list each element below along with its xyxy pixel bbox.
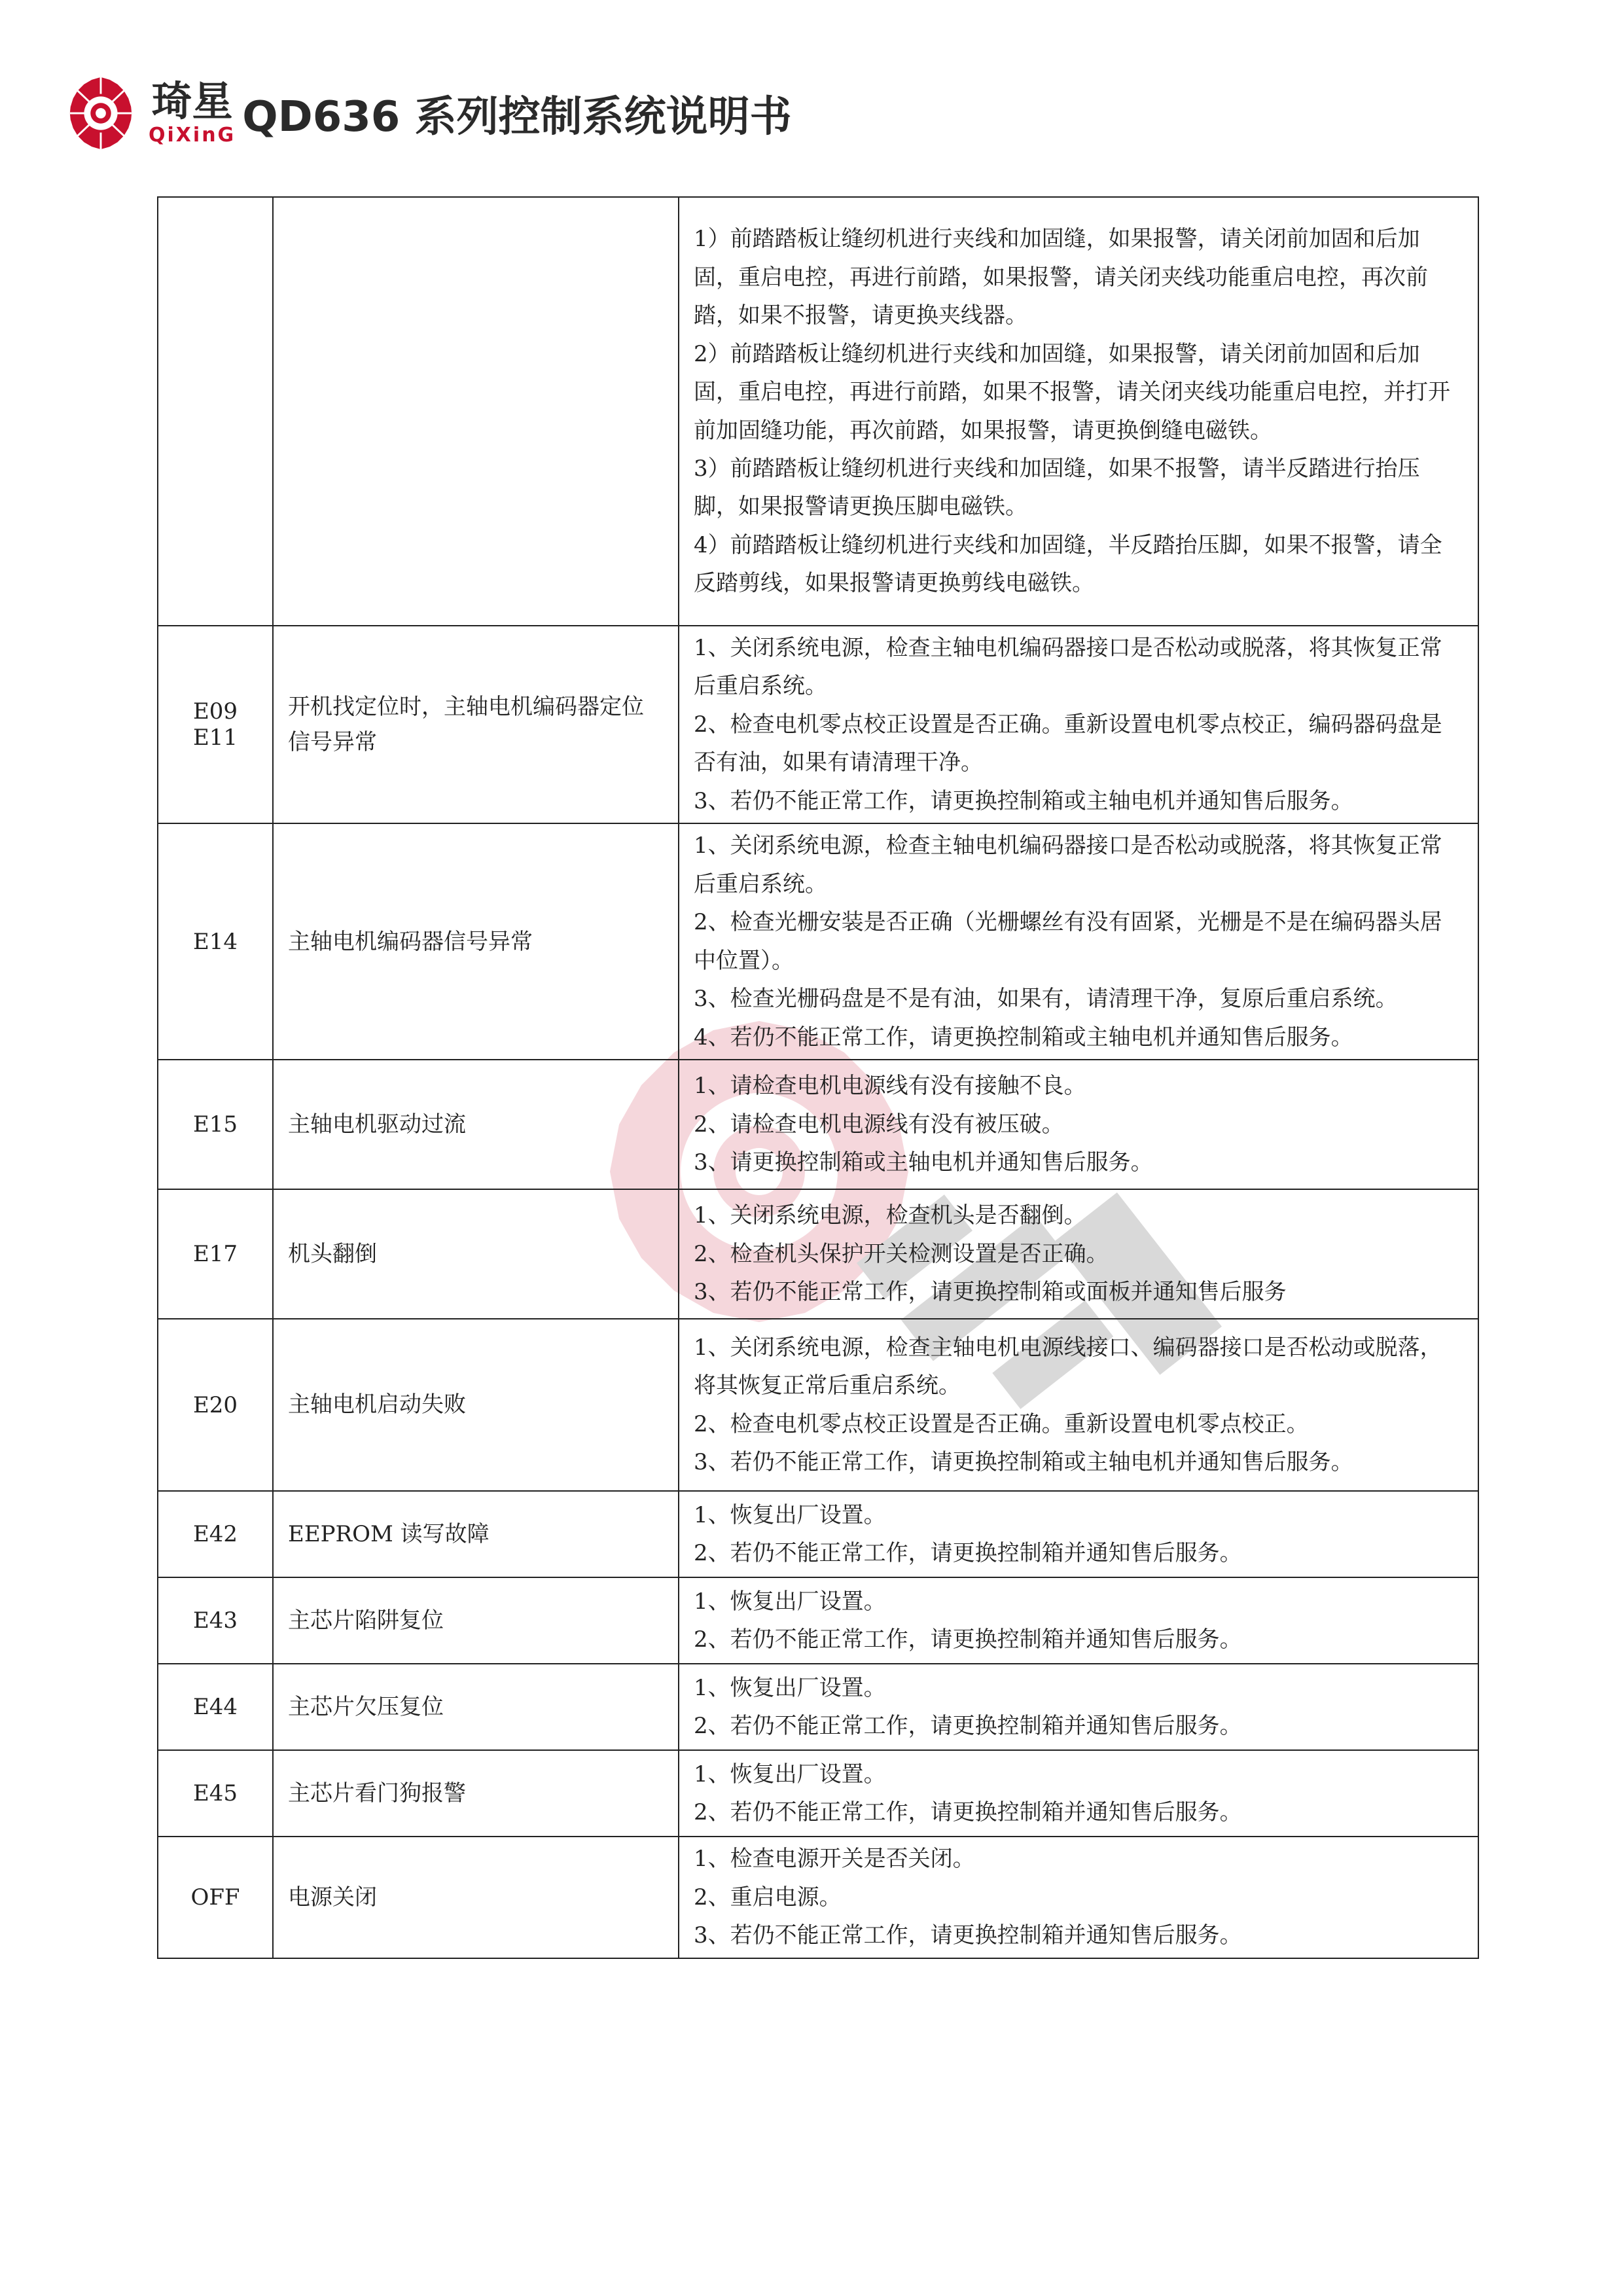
error-solution-cell <box>679 1319 1478 1491</box>
solution-step: 2、检查电机零点校正设置是否正确。重新设置电机零点校正，编码器码盘是否有油，如果有请清理干净。 <box>694 711 1442 776</box>
table-row <box>158 197 1478 626</box>
error-solution-cell <box>679 1750 1478 1837</box>
solution-step: 2、检查光栅安装是否正确（光栅螺丝有没有固紧，光栅是不是在编码器头居中位置）。 <box>694 909 1442 974</box>
solution-step: 3）前踏踏板让缝纫机进行夹线和加固缝，如果不报警，请半反踏进行抬压脚，如果报警请更换压脚电磁铁。 <box>694 455 1420 520</box>
error-code: E14 <box>192 928 238 955</box>
error-solution-cell <box>679 1189 1478 1319</box>
solution-step: 4、若仍不能正常工作，请更换控制箱或主轴电机并通知售后服务。 <box>694 1024 1353 1050</box>
error-solution-cell <box>679 1837 1478 1958</box>
error-code: E09 <box>192 698 238 725</box>
error-code-cell <box>158 823 273 1060</box>
error-description-cell: 主轴电机驱动过流 <box>273 1060 679 1189</box>
solution-step: 2、若仍不能正常工作，请更换控制箱并通知售后服务。 <box>694 1626 1242 1653</box>
error-description-cell: 电源关闭 <box>273 1837 679 1958</box>
error-code-cell <box>158 1189 273 1319</box>
solution-step: 3、若仍不能正常工作，请更换控制箱或主轴电机并通知售后服务。 <box>694 1449 1353 1476</box>
error-description-cell: 主轴电机启动失败 <box>273 1319 679 1491</box>
error-code: E15 <box>192 1111 238 1138</box>
error-code-cell <box>158 1319 273 1491</box>
solution-step: 3、若仍不能正常工作，请更换控制箱或主轴电机并通知售后服务。 <box>694 787 1353 814</box>
error-code: E45 <box>192 1780 238 1807</box>
solution-step: 3、检查光栅码盘是不是有油，如果有，请清理干净，复原后重启系统。 <box>694 986 1398 1013</box>
solution-step: 1、恢复出厂设置。 <box>694 1761 886 1787</box>
error-code-table <box>157 196 1479 1959</box>
solution-step: 1、请检查电机电源线有没有接触不良。 <box>694 1073 1086 1100</box>
error-description-cell <box>273 197 679 626</box>
error-solution-cell <box>679 626 1478 823</box>
error-code-cell <box>158 1837 273 1958</box>
error-solution-cell <box>679 1577 1478 1664</box>
error-code-cell <box>158 1060 273 1189</box>
error-code: E20 <box>192 1391 238 1418</box>
table-row <box>158 1837 1478 1958</box>
table-row <box>158 823 1478 1060</box>
solution-step: 2、若仍不能正常工作，请更换控制箱并通知售后服务。 <box>694 1799 1242 1826</box>
solution-step: 3、请更换控制箱或主轴电机并通知售后服务。 <box>694 1149 1153 1176</box>
solution-step: 1、恢复出厂设置。 <box>694 1588 886 1615</box>
solution-step: 2、若仍不能正常工作，请更换控制箱并通知售后服务。 <box>694 1713 1242 1740</box>
solution-step: 2、检查机头保护开关检测设置是否正确。 <box>694 1240 1109 1267</box>
page-header <box>62 71 792 156</box>
solution-step: 4）前踏踏板让缝纫机进行夹线和加固缝，半反踏抬压脚，如果不报警，请全反踏剪线，如果报警请更换剪线电磁铁。 <box>694 531 1442 597</box>
error-code: E17 <box>192 1241 238 1268</box>
solution-step: 1、关闭系统电源，检查主轴电机电源线接口、编码器接口是否松动或脱落，将其恢复正常后重启系统。 <box>694 1334 1442 1399</box>
brand-name-en: QiXinG <box>149 124 236 147</box>
error-description-cell: 主轴电机编码器信号异常 <box>273 823 679 1060</box>
error-solution-cell <box>679 1060 1478 1189</box>
error-code-cell <box>158 197 273 626</box>
brand-lockup <box>149 77 236 147</box>
error-description-cell: 机头翻倒 <box>273 1189 679 1319</box>
error-code: OFF <box>190 1884 240 1910</box>
error-solution-cell <box>679 823 1478 1060</box>
table-row <box>158 1060 1478 1189</box>
error-code-cell <box>158 1577 273 1664</box>
error-code: E44 <box>192 1694 238 1721</box>
error-code-cell <box>158 1491 273 1577</box>
table-row <box>158 1189 1478 1319</box>
solution-step: 3、若仍不能正常工作，请更换控制箱并通知售后服务。 <box>694 1922 1242 1949</box>
error-code-cell <box>158 1750 273 1837</box>
solution-step: 2、若仍不能正常工作，请更换控制箱并通知售后服务。 <box>694 1540 1242 1567</box>
solution-step: 2）前踏踏板让缝纫机进行夹线和加固缝，如果报警，请关闭前加固和后加固，重启电控，再进行前踏，如果不报警，请关闭夹线功能重启电控，并打开前加固缝功能，再次前踏，如果报警，请更换倒缝电磁铁。 <box>694 340 1450 444</box>
solution-step: 1、恢复出厂设置。 <box>694 1501 886 1528</box>
error-code: E43 <box>192 1607 238 1634</box>
solution-step: 2、请检查电机电源线有没有被压破。 <box>694 1111 1064 1138</box>
solution-step: 2、检查电机零点校正设置是否正确。重新设置电机零点校正。 <box>694 1410 1309 1437</box>
error-solution-cell <box>679 1491 1478 1577</box>
brand-name-cn: 琦星 <box>151 77 233 125</box>
error-code-cell <box>158 1664 273 1750</box>
solution-step: 1、恢复出厂设置。 <box>694 1674 886 1701</box>
error-code-cell <box>158 626 273 823</box>
solution-step: 1、关闭系统电源，检查机头是否翻倒。 <box>694 1202 1086 1229</box>
solution-step: 1、检查电源开关是否关闭。 <box>694 1846 975 1873</box>
qixing-logo-icon <box>62 75 139 152</box>
solution-step: 2、重启电源。 <box>694 1884 842 1910</box>
table-row <box>158 1319 1478 1491</box>
table-row <box>158 1664 1478 1750</box>
table-row <box>158 626 1478 823</box>
table-row <box>158 1577 1478 1664</box>
error-description-cell: 开机找定位时，主轴电机编码器定位信号异常 <box>273 626 679 823</box>
document-title: QD636 系列控制系统说明书 <box>242 93 792 141</box>
solution-step: 1、关闭系统电源，检查主轴电机编码器接口是否松动或脱落，将其恢复正常后重启系统。 <box>694 833 1442 897</box>
error-description-cell: 主芯片陷阱复位 <box>273 1577 679 1664</box>
error-description-cell: 主芯片欠压复位 <box>273 1664 679 1750</box>
table-row <box>158 1491 1478 1577</box>
solution-step: 1、关闭系统电源，检查主轴电机编码器接口是否松动或脱落，将其恢复正常后重启系统。 <box>694 635 1442 700</box>
error-code: E11 <box>192 725 238 751</box>
error-description-cell: 主芯片看门狗报警 <box>273 1750 679 1837</box>
error-solution-cell <box>679 197 1478 626</box>
table-row <box>158 1750 1478 1837</box>
error-solution-cell <box>679 1664 1478 1750</box>
error-description-cell: EEPROM 读写故障 <box>273 1491 679 1577</box>
solution-step: 1）前踏踏板让缝纫机进行夹线和加固缝，如果报警，请关闭前加固和后加固，重启电控，再进行前踏，如果报警，请关闭夹线功能重启电控，再次前踏，如果不报警，请更换夹线器。 <box>694 226 1428 329</box>
error-code: E42 <box>192 1521 238 1548</box>
solution-step: 3、若仍不能正常工作，请更换控制箱或面板并通知售后服务 <box>694 1279 1287 1306</box>
